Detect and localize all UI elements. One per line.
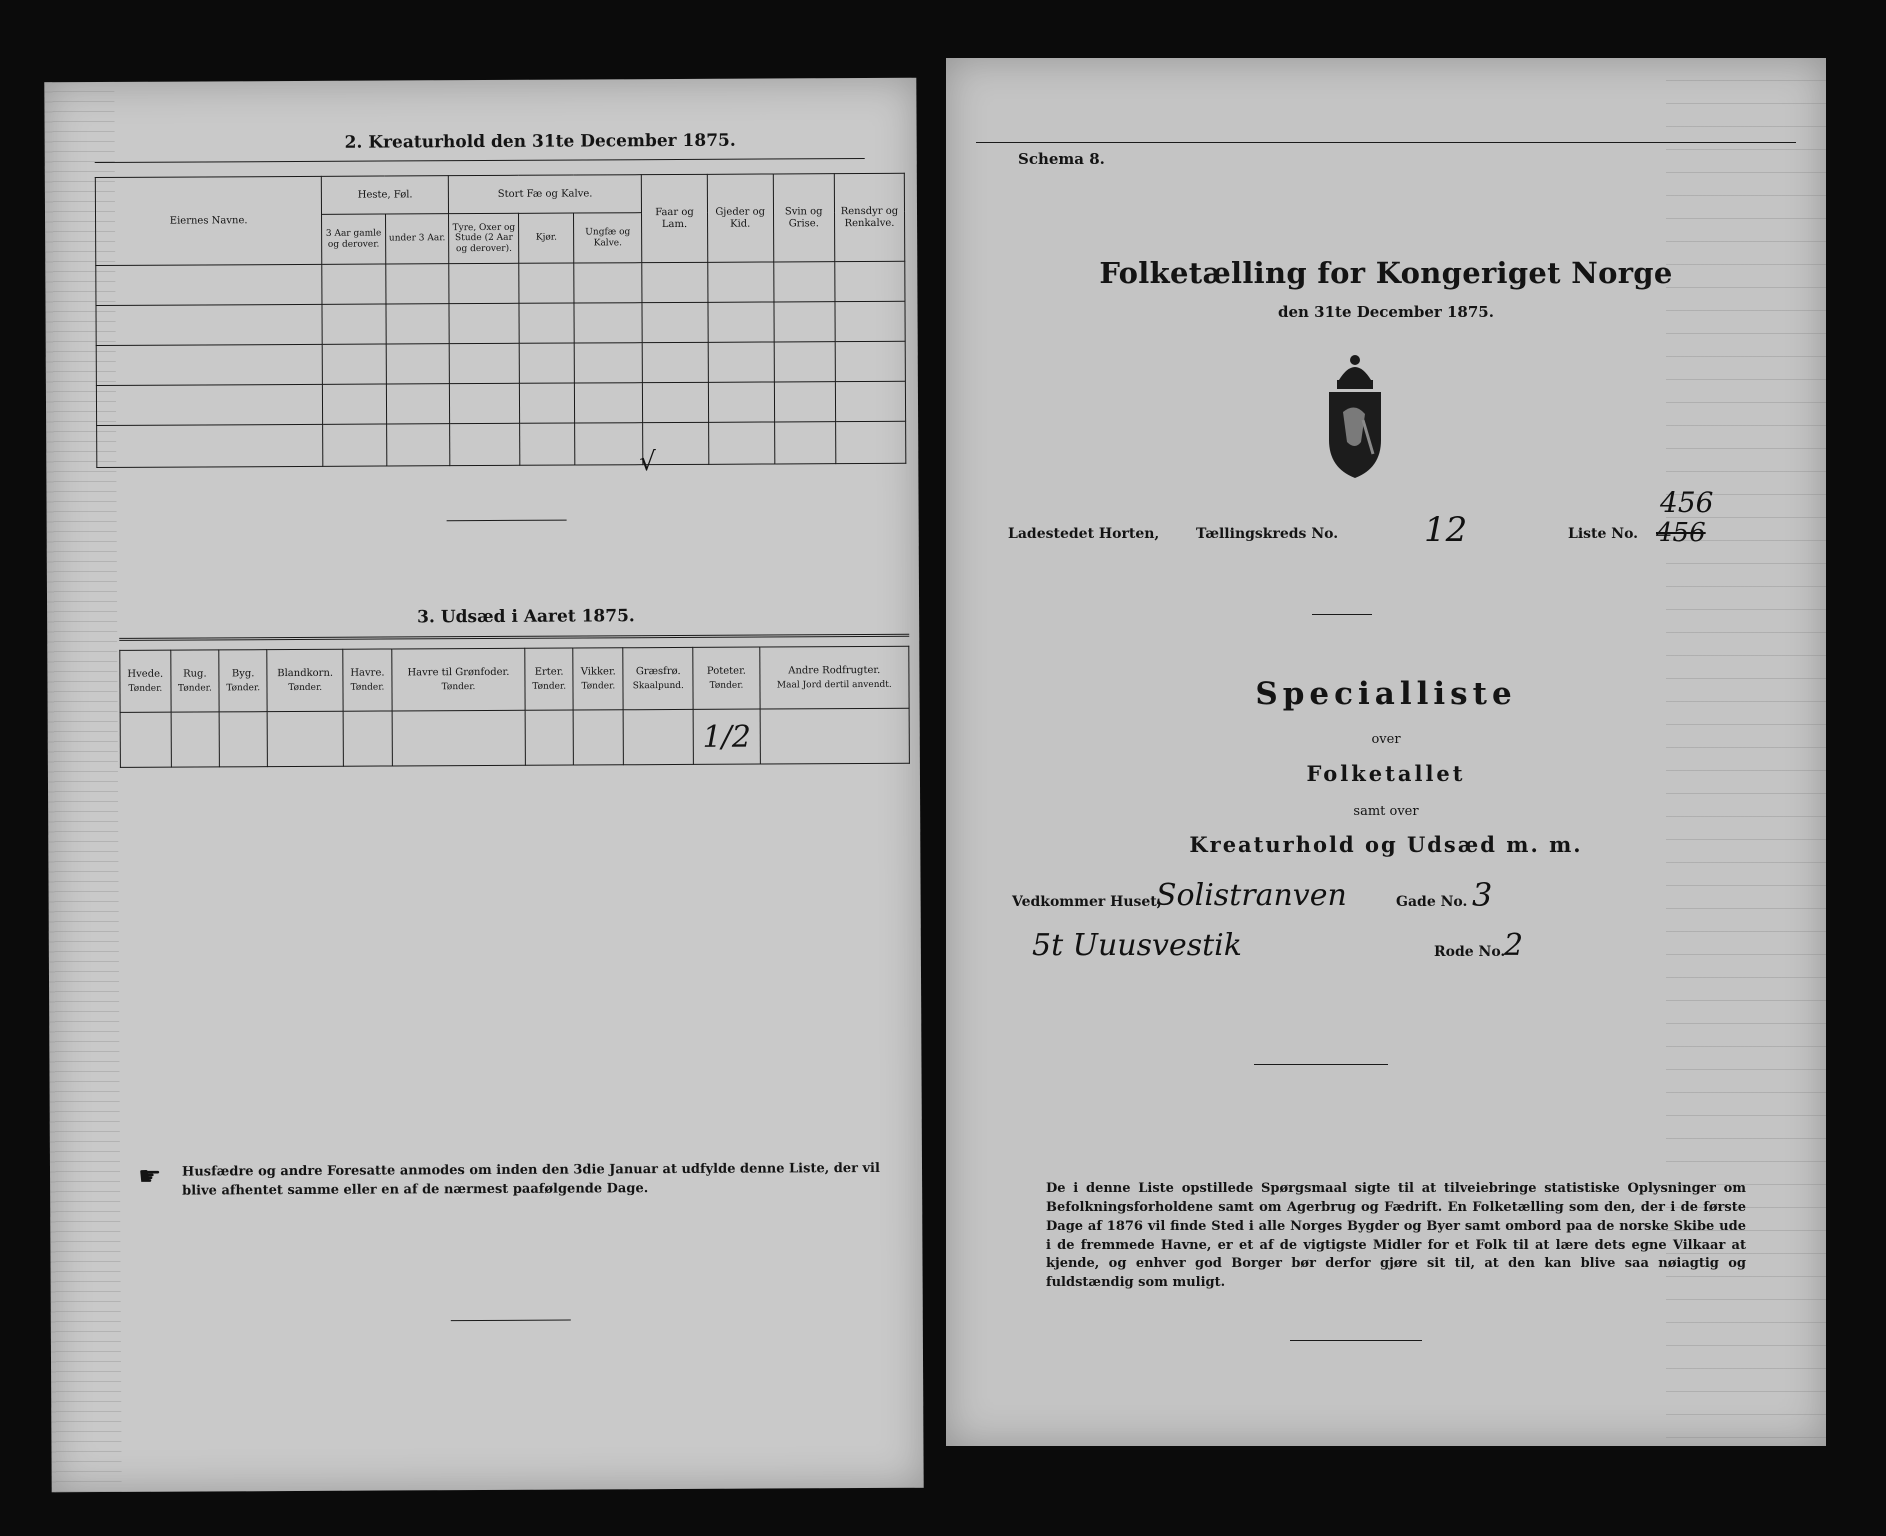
seed-column-header xyxy=(267,649,343,711)
seed-value-cell xyxy=(219,712,268,767)
seed-column-name: Blandkorn. xyxy=(277,667,334,679)
seed-column-header xyxy=(392,648,525,711)
samt-over-text: samt over xyxy=(1353,804,1419,819)
seed-column-name: Græsfrø. xyxy=(635,665,681,677)
divider xyxy=(1290,1340,1422,1341)
seed-column-unit: Tønder. xyxy=(288,682,323,694)
seed-column-unit: Maal Jord dertil anvendt. xyxy=(776,679,892,691)
kreds-label: Tællingskreds No. xyxy=(1196,526,1339,542)
seed-column-header xyxy=(219,650,268,712)
pen-mark: √ xyxy=(639,447,656,478)
seed-column-header xyxy=(343,649,392,711)
seed-value-cell: 1/2 xyxy=(693,709,760,764)
section3-top-rule xyxy=(119,634,909,641)
seed-column-name: Havre. xyxy=(350,667,385,679)
table-row xyxy=(96,341,905,385)
seed-column-name: Erter. xyxy=(534,666,564,678)
seed-value-cell xyxy=(171,712,220,767)
heste-header: Heste, Føl. xyxy=(322,176,449,215)
kreds-value: 12 xyxy=(1424,510,1468,550)
section2-top-rule xyxy=(95,158,865,163)
seed-column-unit: Tønder. xyxy=(441,682,476,693)
divider xyxy=(1254,1064,1388,1065)
gade-value: 3 xyxy=(1472,876,1493,914)
folketallet-heading: Folketallet xyxy=(1306,761,1466,786)
ladestedet-label: Ladestedet Horten, xyxy=(1008,526,1160,542)
seed-column-name: Havre til Grønfoder. xyxy=(407,666,510,678)
table-row xyxy=(96,301,905,345)
seed-column-header xyxy=(623,647,693,709)
gade-label: Gade No. xyxy=(1396,894,1468,910)
seed-column-name: Hvede. xyxy=(127,668,164,680)
seed-column-name: Vikker. xyxy=(580,665,616,678)
rode-label: Rode No. xyxy=(1434,944,1506,960)
seed-value-cell xyxy=(760,708,910,764)
faar-header: Faar og Lam. xyxy=(641,174,707,262)
over-text: over xyxy=(1371,732,1401,747)
seed-column-header xyxy=(759,646,909,709)
main-title: Folketælling for Kongeriget Norge xyxy=(1099,256,1673,290)
livestock-table xyxy=(95,173,907,468)
stort-fae-header: Stort Fæ og Kalve. xyxy=(449,175,642,214)
section2-title: 2. Kreaturhold den 31te December 1875. xyxy=(344,130,736,153)
seed-column-unit: Tønder. xyxy=(128,683,163,694)
seed-column-header xyxy=(120,650,171,712)
table-row xyxy=(97,421,906,467)
table-row xyxy=(120,708,909,767)
heste-under-header: under 3 Aar. xyxy=(385,214,449,264)
heste-3aar-header: 3 Aar gamle og derover. xyxy=(322,214,386,264)
rensdyr-header: Rensdyr og Renkalve. xyxy=(834,173,905,261)
seed-value-cell xyxy=(120,712,171,767)
svin-header: Svin og Grise. xyxy=(773,174,835,262)
right-page xyxy=(946,58,1826,1446)
seed-column-unit: Tønder. xyxy=(226,683,261,694)
owner-header: Eiernes Navne. xyxy=(95,176,322,265)
rode-value: 2 xyxy=(1504,928,1524,963)
seed-table xyxy=(119,646,910,768)
seed-value-cell xyxy=(343,711,392,766)
divider xyxy=(1312,614,1372,615)
seed-column-header xyxy=(171,650,220,712)
top-rule xyxy=(976,142,1796,143)
explanatory-paragraph: De i denne Liste opstillede Spørgsmaal sigte til at tilveiebringe statistiske Oplysninger om Befolkningsforholdene samt om Agerbrug og Fædrift. En Folketælling som den, der i de første Dage af 1876 vil finde Sted i alle Norges Bygder og Byer samt ombord paa de norske Skibe ude i de fremmede Havne, er et af de vigtigste Midler for et Folk til at lære dets egne Vilkaar at kjende, og enhver god Borger bør derfor gjøre sit til, at den kan blive saa nøiagtig og fuldstændig som muligt. xyxy=(1046,1181,1746,1291)
seed-column-header xyxy=(525,648,574,710)
table-row xyxy=(96,261,905,305)
kjor-header: Kjør. xyxy=(519,213,574,263)
seed-column-unit: Tønder. xyxy=(178,683,212,694)
seed-column-unit: Tønder. xyxy=(709,680,744,691)
kreaturhold-heading: Kreaturhold og Udsæd m. m. xyxy=(1189,832,1583,857)
seed-column-name: Poteter. xyxy=(706,665,746,677)
seed-column-header xyxy=(573,648,623,710)
seed-column-unit: Tønder. xyxy=(350,682,385,693)
seed-column-header xyxy=(693,647,760,709)
huset-label: Vedkommer Huset, xyxy=(1012,894,1162,910)
seed-column-unit: Tønder. xyxy=(532,681,567,692)
gjeder-header: Gjeder og Kid. xyxy=(707,174,773,262)
schema-label: Schema 8. xyxy=(1018,150,1105,168)
table-row xyxy=(96,381,905,425)
address-line2-value: 5t Uuusvestik xyxy=(1032,928,1242,963)
tyre-header: Tyre, Oxer og Stude (2 Aar og derover). xyxy=(449,213,519,263)
seed-value-cell xyxy=(525,710,574,765)
liste-label: Liste No. xyxy=(1568,526,1639,542)
divider xyxy=(447,520,567,522)
seed-column-name: Rug. xyxy=(183,668,207,680)
seed-value-cell xyxy=(392,710,525,766)
seed-value-cell xyxy=(623,709,693,764)
seed-column-unit: Skaalpund. xyxy=(632,681,684,692)
huset-value: Solistranven xyxy=(1156,878,1347,913)
seed-column-name: Andre Rodfrugter. xyxy=(788,664,881,676)
seed-column-name: Byg. xyxy=(231,667,255,679)
date-line: den 31te December 1875. xyxy=(1278,303,1494,321)
liste-value-top: 456 xyxy=(1660,486,1714,519)
notice-text: Husfædre og andre Foresatte anmodes om inden den 3die Januar at udfylde denne Liste, der vil blive afhentet samme eller en af de nærmest paafølgende Dage. xyxy=(181,1160,880,1199)
seed-value-cell xyxy=(267,711,343,766)
ungfae-header: Ungfæ og Kalve. xyxy=(574,213,642,263)
liste-value-struck: 456 xyxy=(1656,518,1706,548)
specialliste-heading: Specialliste xyxy=(1255,676,1517,712)
divider xyxy=(451,1320,571,1322)
section3-title: 3. Udsæd i Aaret 1875. xyxy=(417,606,635,628)
seed-column-unit: Tønder. xyxy=(581,681,616,692)
pointing-hand-icon: ☛ xyxy=(137,1161,162,1192)
norwegian-coat-of-arms-icon xyxy=(1319,350,1391,480)
seed-value-cell xyxy=(573,710,623,765)
left-page xyxy=(44,78,923,1493)
